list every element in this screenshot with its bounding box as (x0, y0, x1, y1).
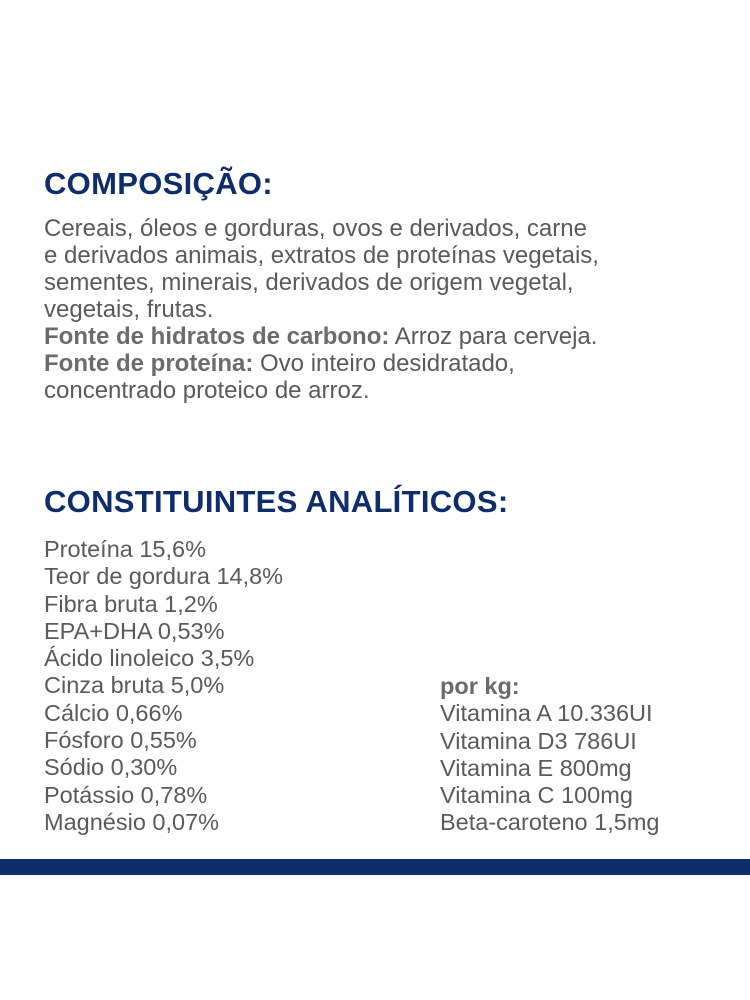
composition-line: vegetais, frutas. (44, 296, 214, 323)
composition-line: sementes, minerais, derivados de origem vegetal, (44, 269, 574, 296)
constituent-item: Sódio 0,30% (44, 754, 178, 781)
constituent-item: Teor de gordura 14,8% (44, 563, 284, 590)
vitamins-per-kg-list (440, 673, 659, 837)
constituent-item: Magnésio 0,07% (44, 808, 220, 835)
composition-line: e derivados animais, extratos de proteínas vegetais, (44, 242, 599, 269)
carb-source-line (44, 323, 734, 350)
analytical-constituents-list (44, 536, 283, 836)
carb-source-label: Fonte de hidratos de carbono: (44, 323, 390, 350)
vitamin-item: Beta-caroteno 1,5mg (440, 809, 660, 836)
constituent-item: Cálcio 0,66% (44, 699, 183, 726)
protein-source-label: Fonte de proteína: (44, 350, 254, 377)
bottom-divider-bar (0, 859, 750, 875)
vitamin-item: Vitamina C 100mg (440, 782, 633, 809)
vitamin-item: Vitamina D3 786UI (440, 727, 637, 754)
vitamin-item: Vitamina A 10.336UI (440, 700, 653, 727)
constituent-item: Fibra bruta 1,2% (44, 590, 218, 617)
constituent-item: Potássio 0,78% (44, 781, 208, 808)
analytical-heading: CONSTITUINTES ANALÍTICOS: (44, 484, 509, 519)
composition-text (44, 215, 734, 404)
protein-source-line (44, 350, 734, 377)
constituent-item: Proteína 15,6% (44, 536, 206, 562)
protein-source-value: Ovo inteiro desidratado, (253, 350, 515, 377)
constituent-item: Ácido linoleico 3,5% (44, 645, 255, 672)
carb-source-value: Arroz para cerveja. (389, 323, 598, 350)
constituent-item: Fósforo 0,55% (44, 727, 197, 754)
per-kg-label: por kg: (440, 673, 520, 699)
constituent-item: EPA+DHA 0,53% (44, 617, 225, 644)
composition-line: Cereais, óleos e gorduras, ovos e derivados, carne (44, 215, 587, 242)
vitamin-item: Vitamina E 800mg (440, 754, 632, 781)
protein-source-value-continued: concentrado proteico de arroz. (44, 377, 370, 404)
constituent-item: Cinza bruta 5,0% (44, 672, 225, 699)
composition-heading: COMPOSIÇÃO: (44, 166, 273, 201)
